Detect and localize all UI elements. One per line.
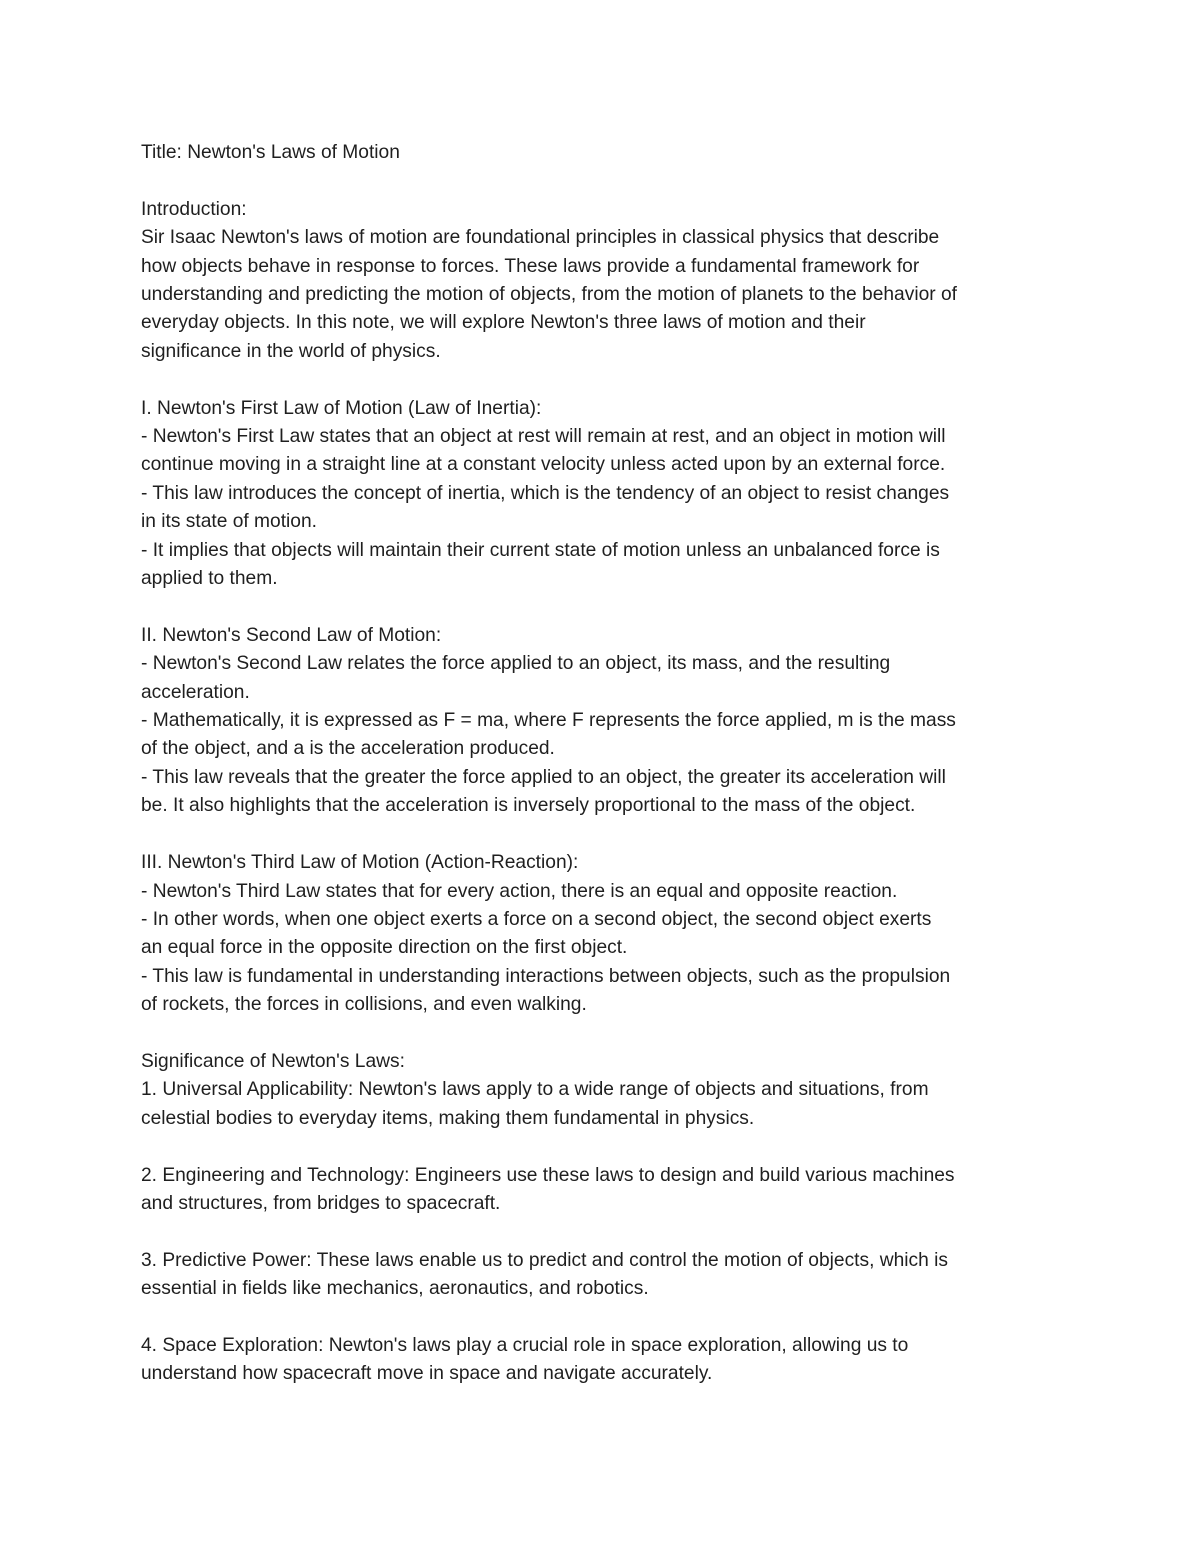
bullet-line: - Mathematically, it is expressed as F = ma, where F represents the force applied, m is the mass — [141, 710, 956, 732]
section-heading: I. Newton's First Law of Motion (Law of Inertia): — [141, 397, 542, 419]
list-item-line: essential in fields like mechanics, aeronautics, and robotics. — [141, 1278, 649, 1300]
bullet-line: - Newton's Third Law states that for every action, there is an equal and opposite reaction. — [141, 880, 898, 902]
bullet-line: - This law is fundamental in understanding interactions between objects, such as the propulsion — [141, 965, 951, 987]
first-law-section — [141, 395, 1071, 594]
introduction-section — [141, 196, 1071, 366]
section-heading: III. Newton's Third Law of Motion (Action-Reaction): — [141, 852, 579, 874]
list-item — [141, 1076, 1071, 1133]
list-item-line: 2. Engineering and Technology: Engineers use these laws to design and build various machines — [141, 1164, 955, 1186]
paragraph-spacer — [141, 1133, 1071, 1161]
second-law-section — [141, 622, 1071, 821]
section-heading: Introduction: — [141, 198, 247, 220]
list-item-line: 3. Predictive Power: These laws enable us to predict and control the motion of objects, which is — [141, 1249, 949, 1271]
paragraph-line: significance in the world of physics. — [141, 340, 441, 362]
bullet-line: continue moving in a straight line at a constant velocity unless acted upon by an external force. — [141, 454, 946, 476]
bullet-line: of rockets, the forces in collisions, and even walking. — [141, 994, 587, 1016]
bullet-line: an equal force in the opposite direction on the first object. — [141, 937, 628, 959]
list-item-line: 1. Universal Applicability: Newton's laws apply to a wide range of objects and situations, from — [141, 1079, 929, 1101]
section-heading: II. Newton's Second Law of Motion: — [141, 624, 442, 646]
list-item-line: understand how spacecraft move in space and navigate accurately. — [141, 1363, 713, 1385]
paragraph-spacer — [141, 593, 1071, 621]
bullet-line: applied to them. — [141, 568, 278, 590]
section-heading: Significance of Newton's Laws: — [141, 1050, 405, 1072]
bullet-line: - Newton's Second Law relates the force applied to an object, its mass, and the resulting — [141, 653, 891, 675]
significance-section — [141, 1048, 1071, 1389]
bullet-line: of the object, and a is the acceleration produced. — [141, 738, 555, 760]
bullet-line: - Newton's First Law states that an object at rest will remain at rest, and an object in motion will — [141, 426, 946, 448]
paragraph-spacer — [141, 366, 1071, 394]
list-item-line: celestial bodies to everyday items, making them fundamental in physics. — [141, 1107, 755, 1129]
paragraph-spacer — [141, 1218, 1071, 1246]
bullet-line: - This law reveals that the greater the force applied to an object, the greater its acceleration will — [141, 766, 946, 788]
list-item-line: and structures, from bridges to spacecraft. — [141, 1192, 501, 1214]
bullet-line: - This law introduces the concept of inertia, which is the tendency of an object to resist changes — [141, 482, 950, 504]
list-item-line: 4. Space Exploration: Newton's laws play a crucial role in space exploration, allowing us to — [141, 1334, 909, 1356]
paragraph-spacer — [141, 821, 1071, 849]
paragraph-spacer — [141, 1020, 1071, 1048]
list-item — [141, 1247, 1071, 1304]
third-law-section — [141, 849, 1071, 1019]
list-item — [141, 1162, 1071, 1219]
document-page — [141, 139, 1071, 1389]
bullet-line: be. It also highlights that the acceleration is inversely proportional to the mass of the object. — [141, 795, 916, 817]
paragraph-line: Sir Isaac Newton's laws of motion are foundational principles in classical physics that describe — [141, 227, 940, 249]
paragraph-line: everyday objects. In this note, we will explore Newton's three laws of motion and their — [141, 312, 866, 334]
bullet-line: - It implies that objects will maintain their current state of motion unless an unbalanced force is — [141, 539, 940, 561]
list-item — [141, 1332, 1071, 1389]
paragraph-spacer — [141, 1304, 1071, 1332]
paragraph-line: understanding and predicting the motion of objects, from the motion of planets to the behavior of — [141, 284, 957, 306]
paragraph-line: how objects behave in response to forces. These laws provide a fundamental framework for — [141, 255, 920, 277]
bullet-line: acceleration. — [141, 681, 250, 703]
bullet-line: in its state of motion. — [141, 511, 317, 533]
document-title: Title: Newton's Laws of Motion — [141, 142, 400, 163]
bullet-line: - In other words, when one object exerts a force on a second object, the second object exerts — [141, 908, 932, 930]
